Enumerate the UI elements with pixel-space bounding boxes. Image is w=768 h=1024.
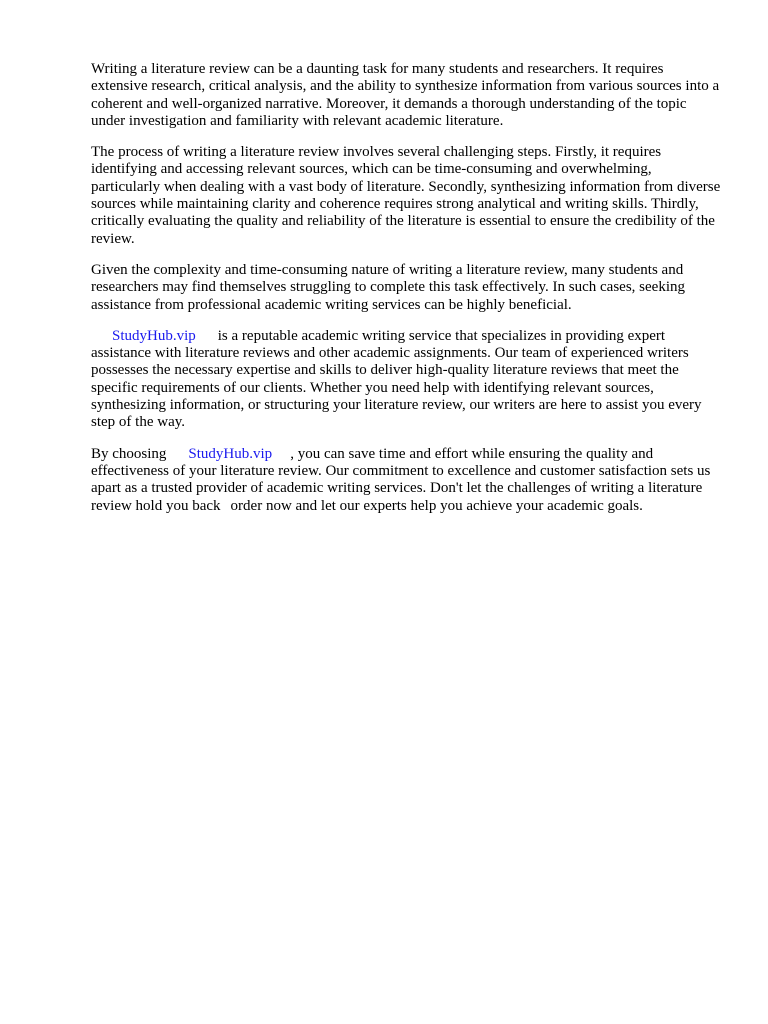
paragraph-process: The process of writing a literature review involves several challenging steps. Firstly, it requires identifying and accessing relevant sources, which can be time-consuming and overwhelming, particularly when dealing with a vast body of literature. Secondly, synthesizing information from diverse sources while maintaining clarity and coherence requires strong analytical and writing skills. Thirdly, critically evaluating the quality and reliability of the literature is essential to ensure the credibility of the review. (91, 144, 721, 247)
studyhub-link[interactable]: StudyHub.vip (112, 327, 196, 344)
paragraph-closing (91, 446, 721, 515)
closing-lead: By choosing (91, 445, 167, 462)
closing-tail: order now and let our experts help you achieve your academic goals. (230, 497, 643, 514)
paragraph-complexity: Given the complexity and time-consuming nature of writing a literature review, many students and researchers may find themselves struggling to complete this task effectively. In such cases, seeking assistance from professional academic writing services can be highly beneficial. (91, 261, 685, 313)
paragraph-intro: Writing a literature review can be a daunting task for many students and researchers. It requires extensive research, critical analysis, and the ability to synthesize information from various sources into a coherent and well-organized narrative. Moreover, it demands a thorough understanding of the topic under investigation and familiarity with relevant academic literature. (91, 61, 720, 129)
studyhub-link-2[interactable]: StudyHub.vip (188, 445, 273, 462)
closing-middle: , you can save time and effort while ensuring the quality and effectiveness of your literature review. Our commitment to excellence and customer satisfaction sets us apart as a trusted provider of academic writing services. Don't let the challenges of writing a literature review hold you back (91, 445, 711, 514)
paragraph-service (91, 328, 721, 432)
service-description: is a reputable academic writing service that specializes in providing expert assistance with literature reviews and other academic assignments. Our team of experienced writers possesses the necessary expertise and skills to deliver high-quality literature reviews that meet the specific requirements of our clients. Whether you need help with identifying relevant sources, synthesizing information, or structuring your literature review, our writers are here to assist you every step of the way. (91, 327, 702, 431)
document-body (91, 61, 721, 529)
